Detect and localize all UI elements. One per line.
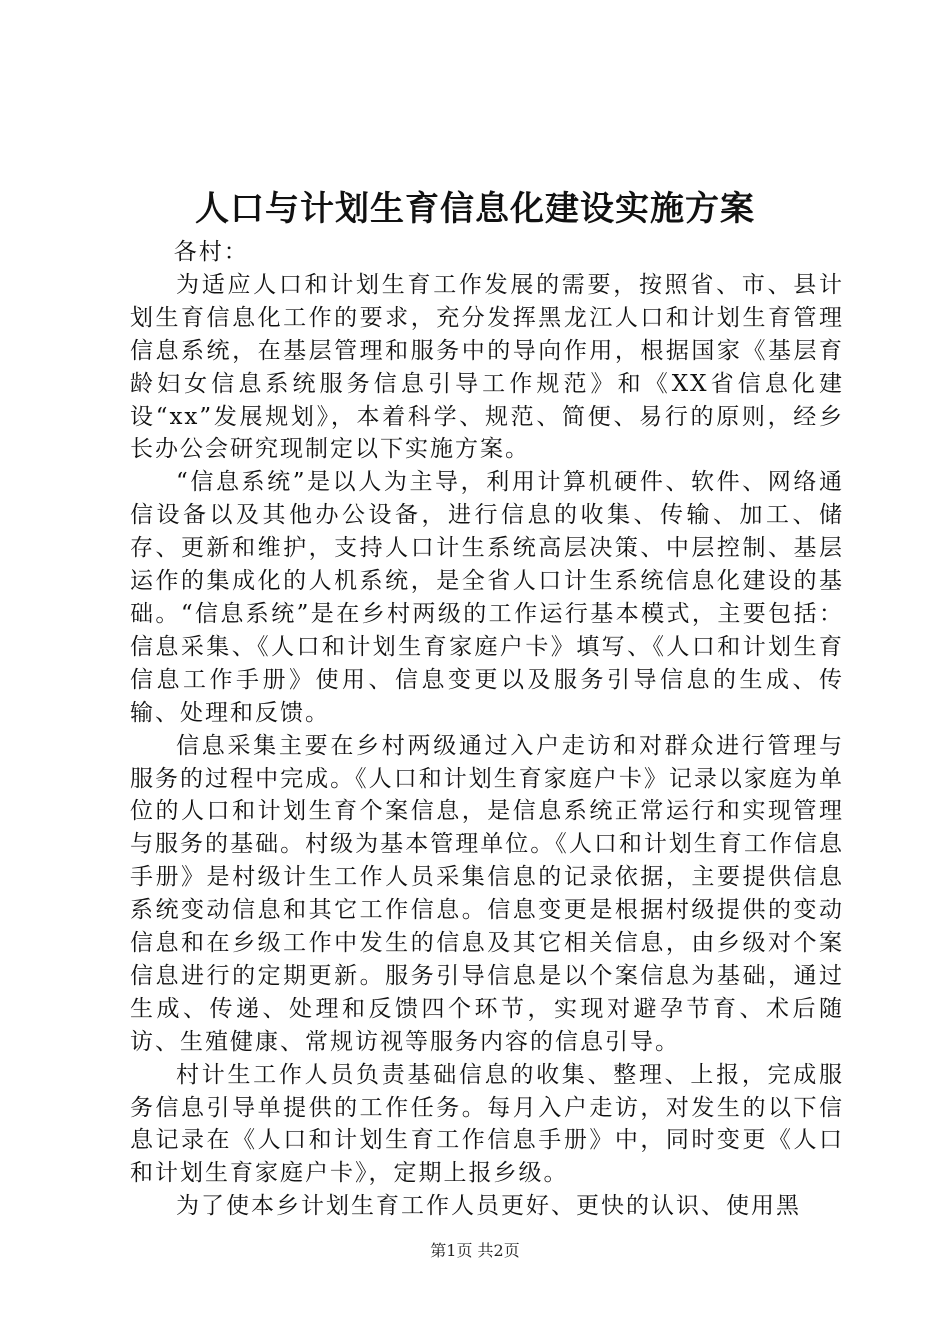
- paragraph-village-staff-duties: 村计生工作人员负责基础信息的收集、整理、上报，完成服务信息引导单提供的工作任务。每月入户走访，对发生的以下信息记录在《人口和计划生育工作信息手册》中，同时变更《人口和计划生育家庭户卡》，定期上报乡级。: [130, 1061, 844, 1187]
- paragraph-system-definition: “信息系统”是以人为主导，利用计算机硬件、软件、网络通信设备以及其他办公设备，进行信息的收集、传输、加工、储存、更新和维护，支持人口计生系统高层决策、中层控制、基层运作的集成化的人机系统，是全省人口计生系统信息化建设的基础。“信息系统”是在乡村两级的工作运行基本模式，主要包括：信息采集、《人口和计划生育家庭户卡》填写、《人口和计划生育信息工作手册》使用、信息变更以及服务引导信息的生成、传输、处理和反馈。: [130, 469, 844, 726]
- page-footer: 第1页 共2页: [430, 1241, 520, 1260]
- document-title: 人口与计划生育信息化建设实施方案: [195, 189, 755, 229]
- paragraph-continued: 为了使本乡计划生育工作人员更好、更快的认识、使用黑: [176, 1193, 801, 1220]
- paragraph-purpose: 为适应人口和计划生育工作发展的需要，按照省、市、县计划生育信息化工作的要求，充分发挥黑龙江人口和计划生育管理信息系统，在基层管理和服务中的导向作用，根据国家《基层育龄妇女信息系统服务信息引导工作规范》和《XX省信息化建设“xx”发展规划》，本着科学、规范、简便、易行的原则，经乡长办公会研究现制定以下实施方案。: [130, 271, 844, 463]
- salutation: 各村：: [173, 239, 249, 265]
- paragraph-information-collection: 信息采集主要在乡村两级通过入户走访和对群众进行管理与服务的过程中完成。《人口和计划生育家庭户卡》记录以家庭为单位的人口和计划生育个案信息，是信息系统正常运行和实现管理与服务的基础。村级为基本管理单位。《人口和计划生育工作信息手册》是村级计生工作人员采集信息的记录依据，主要提供信息系统变动信息和其它工作信息。信息变更是根据村级提供的变动信息和在乡级工作中发生的信息及其它相关信息，由乡级对个案信息进行的定期更新。服务引导信息是以个案信息为基础，通过生成、传递、处理和反馈四个环节，实现对避孕节育、术后随访、生殖健康、常规访视等服务内容的信息引导。: [130, 732, 844, 1055]
- document-body: [130, 236, 844, 1223]
